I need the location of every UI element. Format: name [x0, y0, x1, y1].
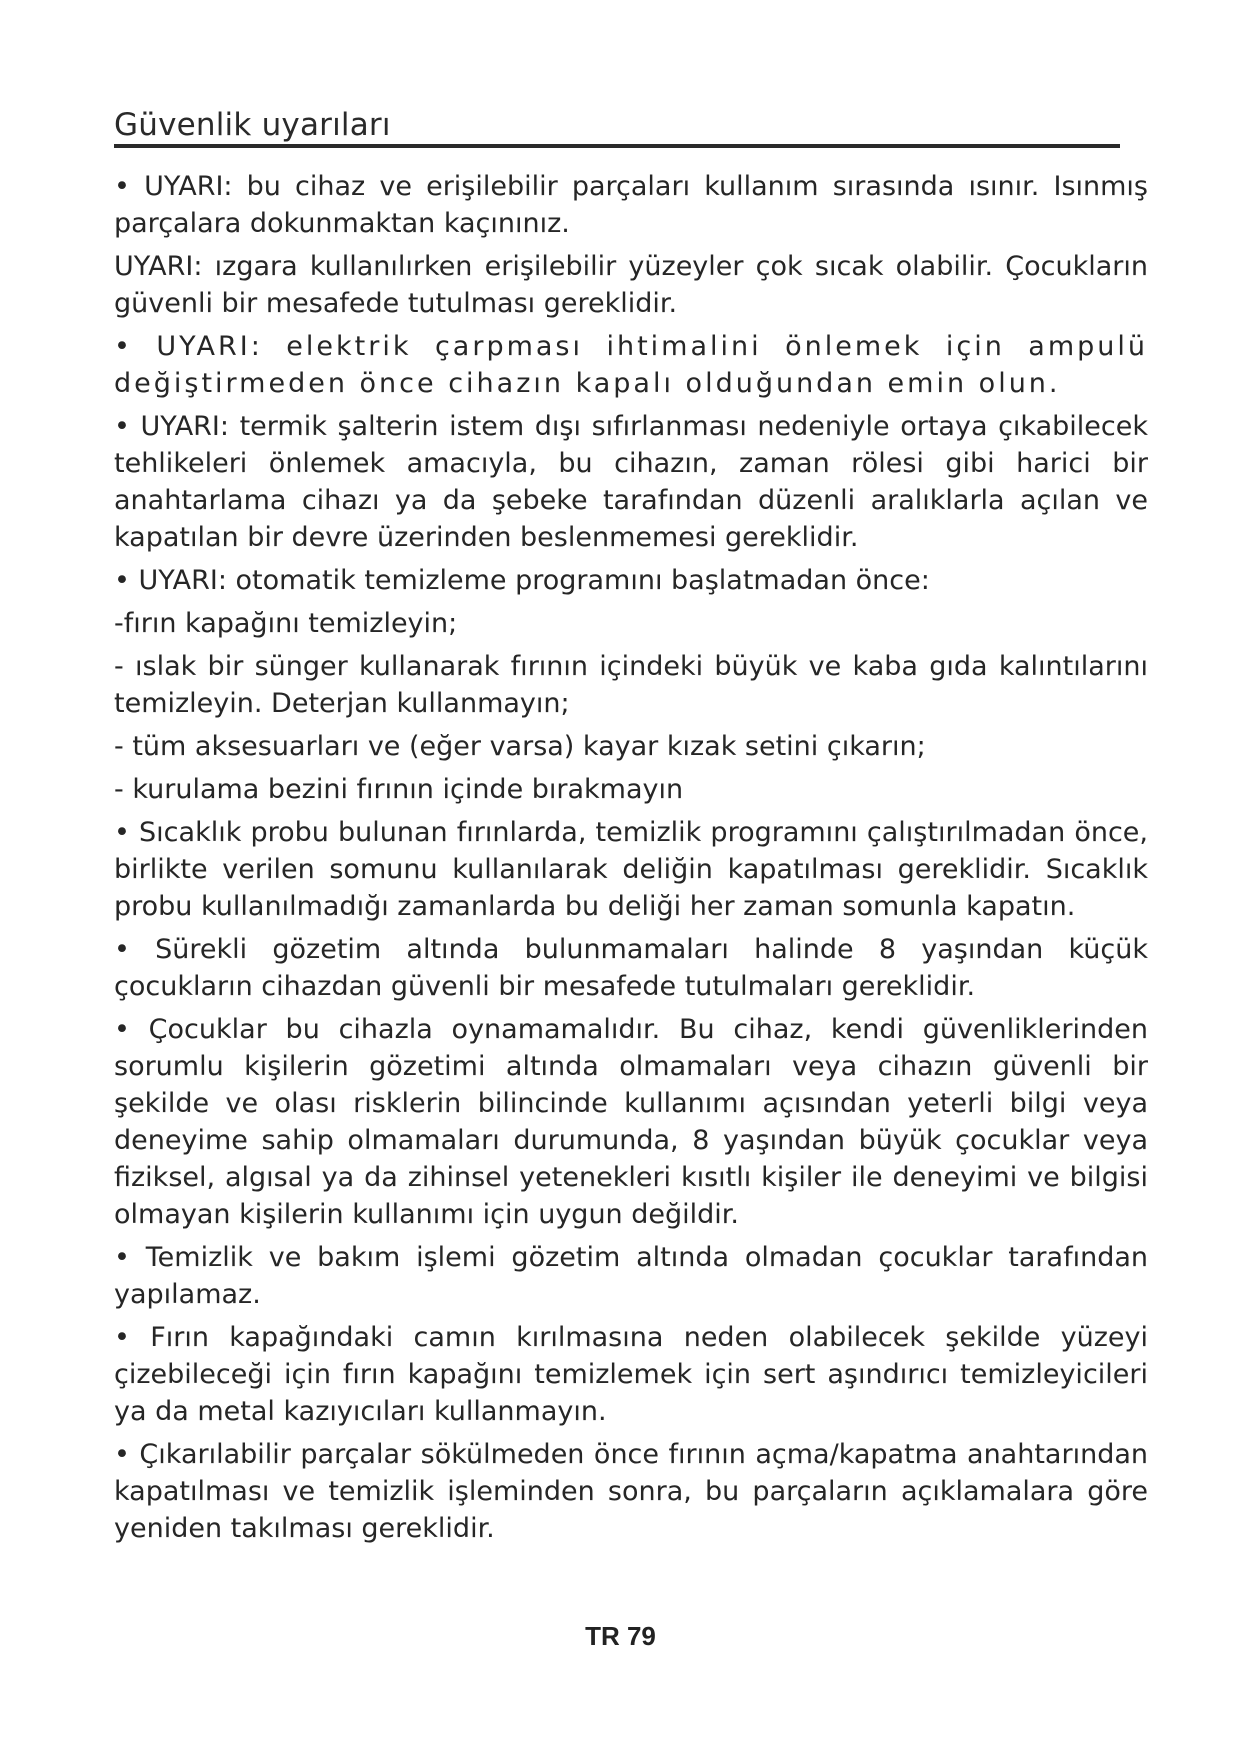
list-item-clean-door: -fırın kapağını temizleyin;: [114, 608, 458, 639]
paragraph-warning-auto-clean: • UYARI: otomatik temizleme programını başlatmadan önce:: [114, 565, 930, 596]
section-heading: [114, 108, 1120, 148]
paragraph-warning-grill: UYARI: ızgara kullanılırken erişilebilir yüzeyler çok sıcak olabilir. Çocukların güvenli bir mesafede tutulması gereklidir.: [114, 251, 1148, 319]
list-item-drying-cloth: - kurulama bezini fırının içinde bırakmayın: [114, 774, 684, 805]
page-number: TR 79: [585, 1621, 656, 1651]
paragraph-children-play: • Çocuklar bu cihazla oynamamalıdır. Bu cihaz, kendi güvenliklerinden sorumlu kişilerin gözetimi altında olmamaları veya cihazın güvenli bir şekilde ve olası risklerin bilincinde kullanımı açısından yeterli bilgi veya deneyime sahip olmamaları durumunda, 8 yaşından büyük çocuklar veya fiziksel, algısal ya da zihinsel yetenekleri kısıtlı kişiler ile deneyimi ve bilgisi olmayan kişilerin kullanımı için uygun değildir.: [114, 1014, 1148, 1230]
list-item-wet-sponge: - ıslak bir sünger kullanarak fırının içindeki büyük ve kaba gıda kalıntılarını temizleyin. Deterjan kullanmayın;: [114, 651, 1148, 719]
paragraph-temperature-probe: • Sıcaklık probu bulunan fırınlarda, temizlik programını çalıştırılmadan önce, birlikte verilen somunu kullanılarak deliğin kapatılması gereklidir. Sıcaklık probu kullanılmadığı zamanlarda bu deliği her zaman somunla kapatın.: [114, 817, 1148, 922]
paragraph-warning-hot-parts: • UYARI: bu cihaz ve erişilebilir parçaları kullanım sırasında ısınır. Isınmış parçalara dokunmaktan kaçınınız.: [114, 171, 1148, 239]
list-item-remove-accessories: - tüm aksesuarları ve (eğer varsa) kayar kızak setini çıkarın;: [114, 731, 926, 762]
paragraph-warning-lamp: • UYARI: elektrik çarpması ihtimalini önlemek için ampulü değiştirmeden önce cihazın kapalı olduğundan emin olun.: [114, 331, 1148, 399]
paragraph-removable-parts: • Çıkarılabilir parçalar sökülmeden önce fırının açma/kapatma anahtarından kapatılması ve temizlik işleminden sonra, bu parçaların açıklamalara göre yeniden takılması gereklidir.: [114, 1439, 1148, 1544]
safety-warnings-body: [114, 168, 1148, 1553]
paragraph-children-distance: • Sürekli gözetim altında bulunmamaları halinde 8 yaşından küçük çocukların cihazdan güvenli bir mesafede tutulmaları gereklidir.: [114, 934, 1148, 1002]
paragraph-warning-thermal-cutout: • UYARI: termik şalterin istem dışı sıfırlanması nedeniyle ortaya çıkabilecek tehlikeleri önlemek amacıyla, bu cihazın, zaman rölesi gibi harici bir anahtarlama cihazı ya da şebeke tarafından düzenli aralıklarla açılan ve kapatılan bir devre üzerinden beslenmemesi gereklidir.: [114, 411, 1148, 553]
section-heading-text: Güvenlik uyarıları: [114, 107, 391, 143]
paragraph-abrasive-cleaners: • Fırın kapağındaki camın kırılmasına neden olabilecek şekilde yüzeyi çizebileceği için fırın kapağını temizlemek için sert aşındırıcı temizleyicileri ya da metal kazıyıcıları kullanmayın.: [114, 1322, 1148, 1427]
paragraph-cleaning-maintenance: • Temizlik ve bakım işlemi gözetim altında olmadan çocuklar tarafından yapılamaz.: [114, 1242, 1148, 1310]
